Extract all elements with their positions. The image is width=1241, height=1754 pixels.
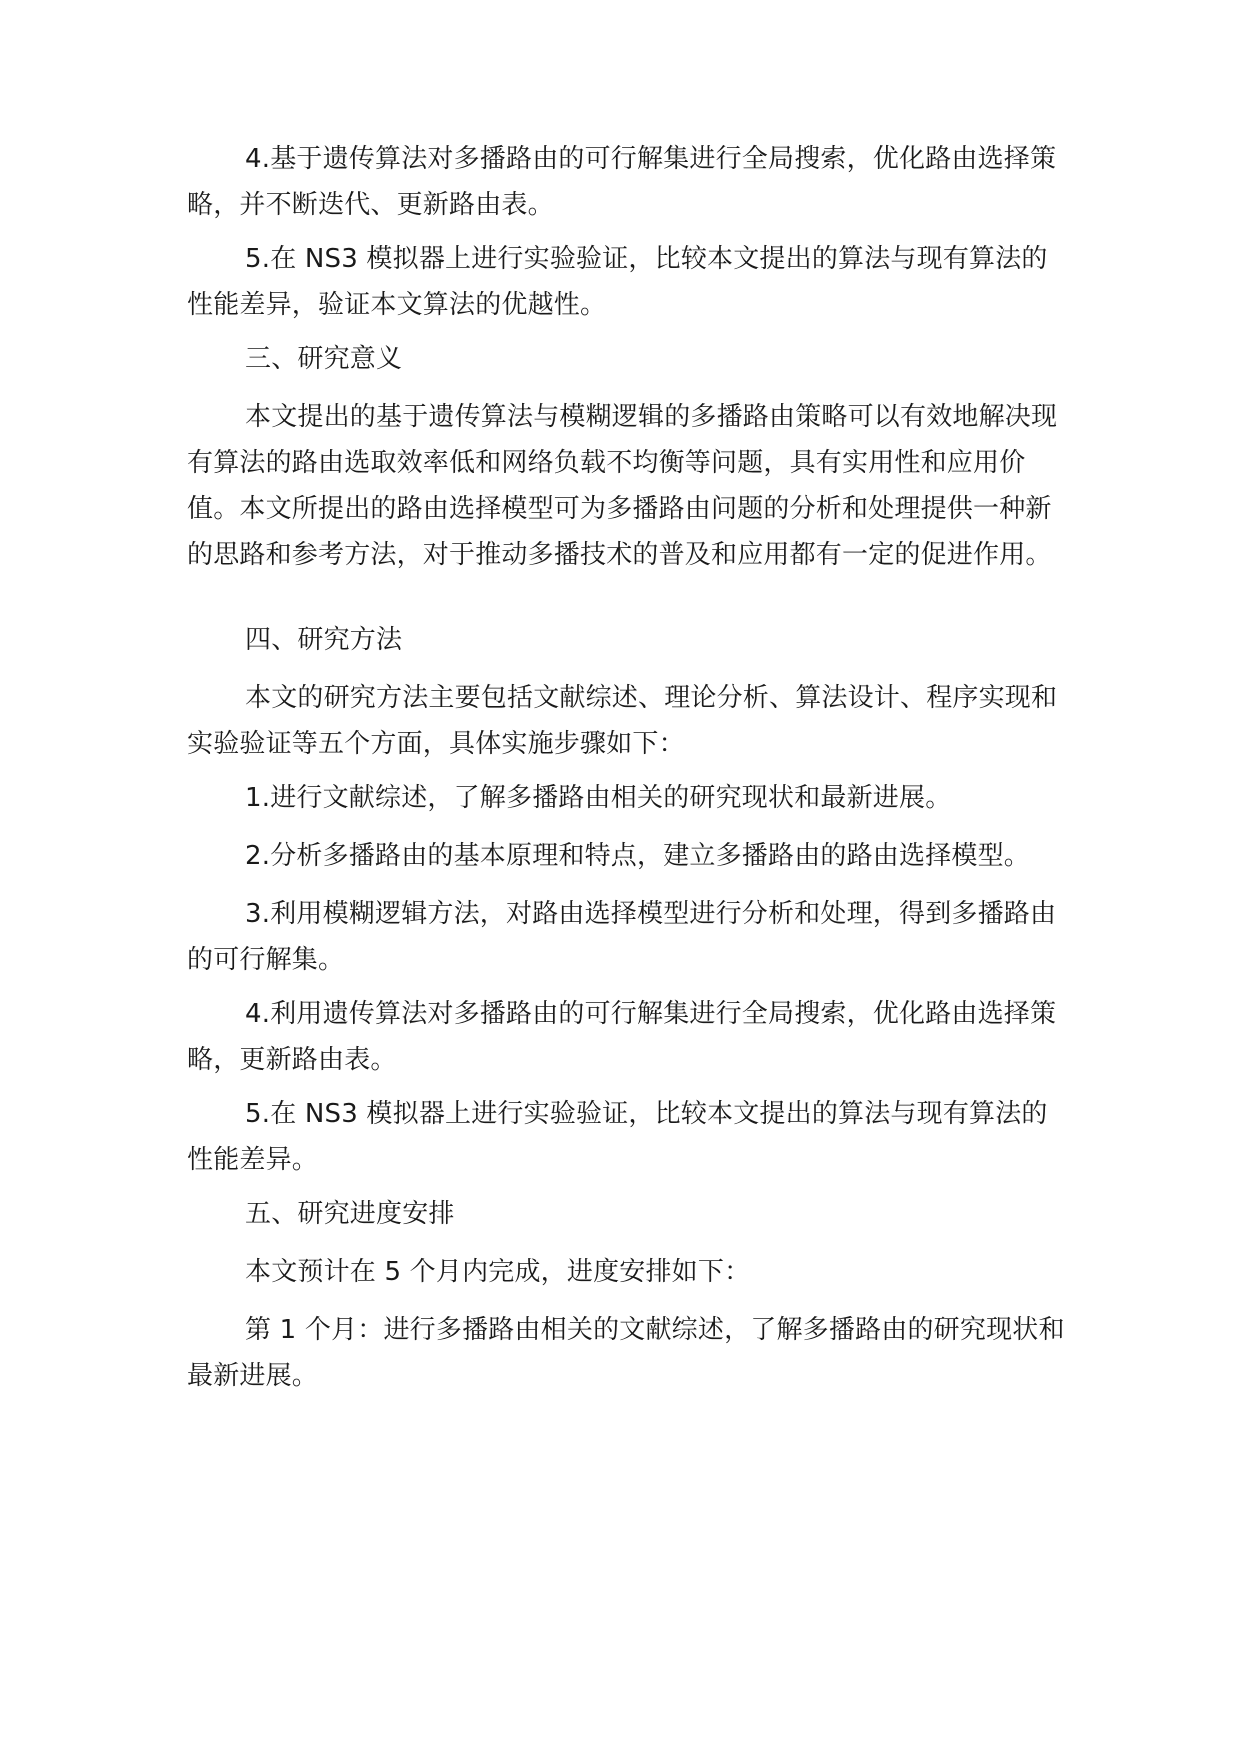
paragraph-step-5-ns3: 5.在 NS3 模拟器上进行实验验证，比较本文提出的算法与现有算法的性能差异，验证本文算法的优越性。	[187, 244, 1048, 320]
paragraph-method-3: 3.利用模糊逻辑方法，对路由选择模型进行分析和处理，得到多播路由的可行解集。	[187, 899, 1057, 975]
paragraph-methods-intro: 本文的研究方法主要包括文献综述、理论分析、算法设计、程序实现和实验验证等五个方面，具体实施步骤如下：	[187, 683, 1058, 759]
paragraph-method-2: 2.分析多播路由的基本原理和特点，建立多播路由的路由选择模型。	[245, 841, 1031, 871]
paragraph-method-1: 1.进行文献综述，了解多播路由相关的研究现状和最新进展。	[245, 783, 952, 813]
paragraph-schedule-intro: 本文预计在 5 个月内完成，进度安排如下：	[245, 1257, 751, 1287]
paragraph-schedule-month-1: 第 1 个月：进行多播路由相关的文献综述，了解多播路由的研究现状和最新进展。	[187, 1315, 1065, 1391]
section-heading-methods: 四、研究方法	[245, 625, 403, 655]
section-heading-significance: 三、研究意义	[245, 344, 403, 374]
paragraph-method-5: 5.在 NS3 模拟器上进行实验验证，比较本文提出的算法与现有算法的性能差异。	[187, 1099, 1048, 1175]
paragraph-method-4: 4.利用遗传算法对多播路由的可行解集进行全局搜索，优化路由选择策略，更新路由表。	[187, 999, 1057, 1075]
section-heading-schedule: 五、研究进度安排	[245, 1199, 455, 1229]
paragraph-step-4-genetic: 4.基于遗传算法对多播路由的可行解集进行全局搜索，优化路由选择策略，并不断迭代、更新路由表。	[187, 144, 1057, 220]
paragraph-significance: 本文提出的基于遗传算法与模糊逻辑的多播路由策略可以有效地解决现有算法的路由选取效率低和网络负载不均衡等问题，具有实用性和应用价值。本文所提出的路由选择模型可为多播路由问题的分析和处理提供一种新的思路和参考方法，对于推动多播技术的普及和应用都有一定的促进作用。	[187, 402, 1058, 570]
